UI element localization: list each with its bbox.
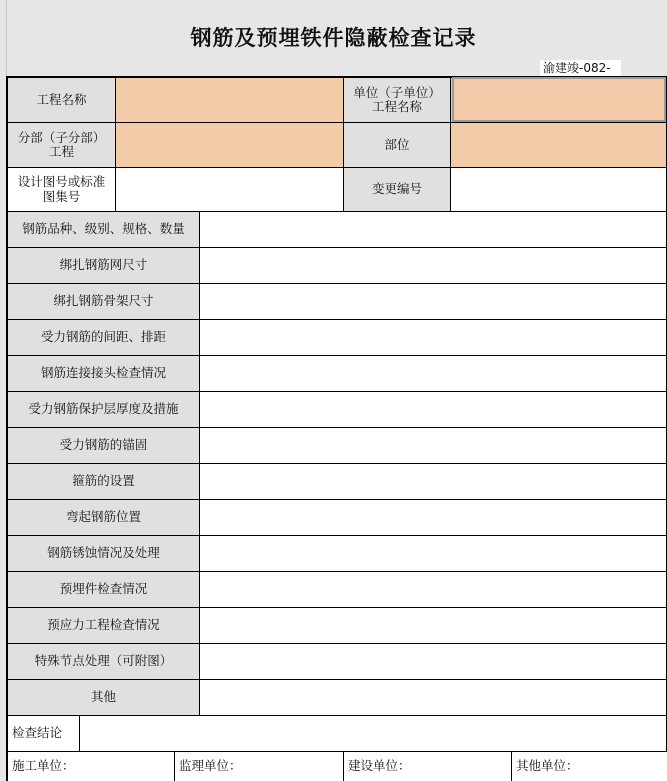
inspection-item-label: 受力钢筋的间距、排距 — [6, 320, 200, 356]
inspection-item-value[interactable] — [200, 464, 667, 500]
inspection-item-value[interactable] — [200, 320, 667, 356]
change-no-field[interactable] — [451, 168, 667, 212]
inspection-item-label: 弯起钢筋位置 — [6, 500, 200, 536]
inspection-item-value[interactable] — [200, 680, 667, 716]
inspection-item-value[interactable] — [200, 572, 667, 608]
inspection-item-label: 钢筋连接接头检查情况 — [6, 356, 200, 392]
project-name-field[interactable] — [116, 76, 344, 123]
form-code: 渝建竣-082- — [540, 60, 621, 76]
other-unit-cell[interactable]: 其他单位： — [512, 752, 667, 781]
inspection-item-label: 其他 — [6, 680, 200, 716]
inspection-item-value[interactable] — [200, 608, 667, 644]
inspection-item-value[interactable] — [200, 248, 667, 284]
inspection-item-value[interactable] — [200, 392, 667, 428]
location-field[interactable] — [451, 123, 667, 168]
inspection-item-label: 受力钢筋保护层厚度及措施 — [6, 392, 200, 428]
inspection-item-label: 特殊节点处理（可附图） — [6, 644, 200, 680]
inspection-item-label: 钢筋锈蚀情况及处理 — [6, 536, 200, 572]
conclusion-label: 检查结论 — [6, 716, 80, 752]
inspection-item-label: 绑扎钢筋网尺寸 — [6, 248, 200, 284]
inspection-item-value[interactable] — [200, 356, 667, 392]
sub-project-field[interactable] — [116, 123, 344, 168]
inspection-item-label: 预应力工程检查情况 — [6, 608, 200, 644]
inspection-item-value[interactable] — [200, 536, 667, 572]
sub-project-label: 分部（子分部） 工程 — [6, 123, 116, 168]
design-drawing-label: 设计图号或标准 图集号 — [6, 168, 116, 212]
change-no-label: 变更编号 — [344, 168, 451, 212]
unit-project-field[interactable] — [451, 76, 667, 123]
inspection-item-value[interactable] — [200, 212, 667, 248]
location-label: 部位 — [344, 123, 451, 168]
inspection-item-value[interactable] — [200, 428, 667, 464]
inspection-item-value[interactable] — [200, 644, 667, 680]
inspection-item-label: 预埋件检查情况 — [6, 572, 200, 608]
unit-project-label: 单位（子单位） 工程名称 — [344, 76, 451, 123]
inspection-item-label: 绑扎钢筋骨架尺寸 — [6, 284, 200, 320]
inspection-item-value[interactable] — [200, 500, 667, 536]
design-drawing-field[interactable] — [116, 168, 344, 212]
page-title: 钢筋及预埋铁件隐蔽检查记录 — [190, 25, 477, 50]
construction-unit-cell[interactable]: 施工单位： — [6, 752, 175, 781]
inspection-item-label: 箍筋的设置 — [6, 464, 200, 500]
supervision-unit-cell[interactable]: 监理单位： — [175, 752, 344, 781]
inspection-item-label: 受力钢筋的锚固 — [6, 428, 200, 464]
conclusion-field[interactable] — [80, 716, 667, 752]
inspection-item-value[interactable] — [200, 284, 667, 320]
developer-unit-cell[interactable]: 建设单位： — [344, 752, 512, 781]
project-name-label: 工程名称 — [6, 76, 116, 123]
inspection-item-label: 钢筋品种、级别、规格、数量 — [6, 212, 200, 248]
